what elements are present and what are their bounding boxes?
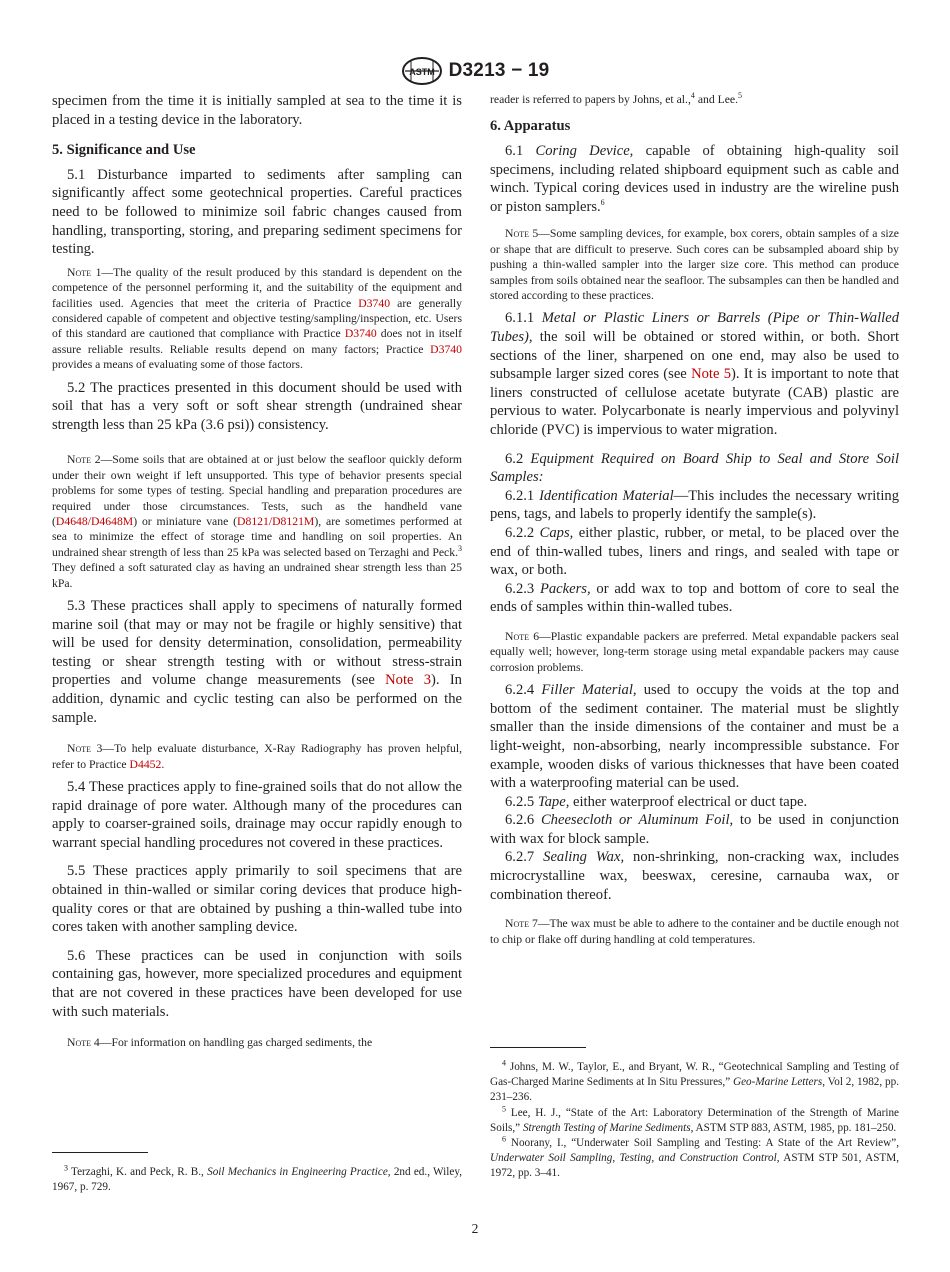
- note-3: Note 3—To help evaluate disturbance, X-Ray Radiography has proven helpful, refer to Practice D4452.: [52, 742, 462, 771]
- intro-paragraph: specimen from the time it is initially sampled at sea to the time it is placed in a testing device in the laboratory.: [52, 93, 462, 128]
- page-number: 2: [471, 1221, 479, 1236]
- section-6-heading: 6. Apparatus: [490, 118, 571, 135]
- paragraph-5-3: 5.3 These practices shall apply to specimens of naturally formed marine soil (that may or may not be fragile or highly sensitive) that will be used for density determination, consolidation, permeability testing or shear strength testing with or without stress-strain properties and volume change measurements (see Note 3). In addition, dynamic and cyclic testing can also be performed on the sample.: [52, 598, 462, 726]
- link-d3740[interactable]: D3740: [358, 296, 391, 310]
- note-label: Note: [505, 227, 529, 241]
- link-d3740[interactable]: D3740: [430, 342, 462, 356]
- paragraph-6-2-7: 6.2.7 Sealing Wax, non-shrinking, non-cracking wax, includes microcrystalline wax, beeswax, ceresine, carnauba wax, or combination thereof.: [490, 849, 899, 903]
- paragraph-5-5: 5.5 These practices apply primarily to soil specimens that are obtained in thin-walled or similar coring devices that produce high-quality cores or that are obtained by pushing a thin-walled tube into cores taken with another sampling device.: [52, 863, 462, 936]
- paragraph-6-2-2: 6.2.2 Caps, either plastic, rubber, or metal, to be placed over the end of thin-walled tubes, liners and rings, and sealed with tape or wax, or both.: [490, 524, 899, 579]
- footnote-divider: [490, 1047, 586, 1048]
- paragraph-6-2-4: 6.2.4 Filler Material, used to occupy the voids at the top and bottom of the sediment container. The material must be slightly smaller than the inside dimensions of the container and must be a light-weight, non-absorbing, nearly incompressible substance. For example, wooden disks of various thicknesses that have been coated with a waterproofing material can be used.: [490, 682, 899, 792]
- link-note-3[interactable]: Note 3: [385, 672, 432, 689]
- paragraph-6-2-6: 6.2.6 Cheesecloth or Aluminum Foil, to be used in conjunction with wax for block sample.: [490, 812, 899, 847]
- note-4: Note 4—For information on handling gas charged sediments, the: [67, 1036, 373, 1050]
- paragraph-6-1: 6.1 Coring Device, capable of obtaining high-quality soil specimens, including related shipboard equipment such as cable and winch. Typical coring devices used in industry are the wireline push or piston samplers.$^6$: [490, 143, 899, 215]
- footnote-ref-4[interactable]: 4: [690, 91, 695, 101]
- note-1: Note 1—The quality of the result produced by this standard is dependent on the competence of the personnel performing it, and the suitability of the equipment and facilities used. Agencies that meet the criteria of Practice D3740 are generally considered capable of competent and objective testing/sampling/inspection, etc. Users of this standard are cautioned that compliance with Practice D3740 does not in itself assure reliable results. Reliable results depend on many factors; Practice D3740 provides a means of evaluating some of those factors.: [52, 265, 462, 372]
- left-column: [52, 92, 462, 1057]
- note-6: Note 6—Plastic expandable packers are preferred. Metal expandable packers seal equally well; however, long-term storage using metal expandable packers may cause corrosion problems.: [490, 629, 899, 674]
- link-d4648[interactable]: D4648/D4648M: [55, 515, 134, 528]
- footnote-3: $^3$ Terzaghi, K. and Peck, R. B., Soil Mechanics in Engineering Practice, 2nd ed., Wiley, 1967, p. 729.: [52, 1163, 462, 1194]
- right-footnotes: [490, 1047, 899, 1182]
- footnote-6: $^6$ Noorany, I., “Underwater Soil Sampling and Testing: A State of the Art Review”, Underwater Soil Sampling, Testing, and Construction Control, ASTM STP 501, ASTM, 1972, pp. 3–41.: [490, 1134, 899, 1180]
- note-label: Note: [505, 629, 529, 643]
- footnote-4: $^4$ Johns, M. W., Taylor, E., and Bryant, W. R., “Geotechnical Sampling and Testing of Gas-Charged Marine Sediments at In Situ Pressures,” Geo-Marine Letters, Vol 2, 1982, pp. 231–236.: [490, 1058, 899, 1104]
- link-d3740[interactable]: D3740: [344, 327, 377, 341]
- note-label: Note: [67, 1036, 91, 1050]
- link-d4452[interactable]: D4452: [129, 757, 162, 771]
- footnote-divider: [52, 1152, 148, 1153]
- paragraph-5-4: 5.4 These practices apply to fine-grained soils that do not allow the rapid drainage of pore water. Although many of the procedures can apply to coarser-grained soils, drainage may occur rapidly enough to warrant special handling procedures not covered in these practices.: [52, 779, 462, 851]
- note-5: Note 5—Some sampling devices, for example, box corers, obtain samples of a size or shape that are difficult to preserve. Such cores can be subsampled aboard ship by pushing a thin-walled sampler into the larger size core. This method can produce samples from soils obtained near the seafloor. The subsamples can then be handled and stored according to these practices.: [490, 227, 899, 302]
- paragraph-6-2-1: 6.2.1 Identification Material—This includes the necessary writing pens, tags, and labels to properly identify the sample(s).: [490, 487, 899, 523]
- note-label: Note: [505, 917, 529, 931]
- note-4-continued: reader is referred to papers by Johns, et al.,$^4$ and Lee.$^5$: [490, 91, 743, 106]
- footnote-ref-3[interactable]: 3: [458, 543, 462, 553]
- paragraph-6-2-3: 6.2.3 Packers, or add wax to top and bottom of core to seal the ends of samples within thin-walled tubes.: [490, 580, 899, 616]
- footnote-5: $^5$ Lee, H. J., “State of the Art: Laboratory Determination of the Strength of Marine Soils,” Strength Testing of Marine Sediments, ASTM STP 883, ASTM, 1985, pp. 181–250.: [490, 1103, 899, 1134]
- paragraph-5-1: 5.1 Disturbance imparted to sediments after sampling can significantly affect some geotechnical properties. Careful practices need to be followed to minimize soil fabric changes caused from handling, transporting, storing, and preparing sediment specimens for testing.: [52, 166, 462, 258]
- paragraph-6-2: 6.2 Equipment Required on Board Ship to Seal and Store Soil Samples:: [490, 450, 899, 486]
- section-5-heading: 5. Significance and Use: [52, 142, 196, 159]
- footnote-ref-6[interactable]: 6: [600, 197, 605, 207]
- paragraph-6-2-5: 6.2.5 Tape, either waterproof electrical or duct tape.: [505, 793, 808, 810]
- paragraph-6-1-1: 6.1.1 Metal or Plastic Liners or Barrels (Pipe or Thin-Walled Tubes), the soil will be obtained or stored within, or both. Short sections of the liner, sharpened on one end, may also be used to subsample larger sized cores (see Note 5). It is important to note that liners constructed of cellulose acetate butyrate (CAB) plastic are pervious to water. Polycarbonate is nearly impervious and polyvinyl chloride (PVC) is impervious to water migration.: [490, 310, 899, 438]
- right-column: [490, 92, 899, 953]
- logo-text: ASTM: [408, 67, 435, 77]
- note-label: Note: [67, 742, 91, 756]
- footnote-ref-5[interactable]: 5: [738, 91, 743, 101]
- left-footnotes: [52, 1152, 462, 1195]
- standard-designation: D3213 − 19: [448, 60, 550, 81]
- astm-logo-icon: [401, 56, 443, 86]
- page-header: [0, 54, 950, 88]
- note-label: Note: [67, 453, 91, 467]
- link-d8121[interactable]: D8121/D8121M: [237, 515, 315, 528]
- link-note-5[interactable]: Note 5: [691, 366, 732, 383]
- paragraph-5-2: 5.2 The practices presented in this document should be used with soil that has a very soft or soft shear strength (undrained shear strength less than 25 kPa (3.6 psi)) consistency.: [52, 379, 462, 433]
- note-2: Note 2—Some soils that are obtained at or just below the seafloor quickly deform under their own weight if left unsupported. This type of behavior presents special problems for some types of testing. Special handling and preparation procedures are required under those circumstances. Tests, such as the handheld vane (D4648/D4648M) or miniature vane (D8121/D8121M), are sometimes performed at sea to minimize the effect of storage time and handling on soil properties. An undrained shear strength of less than 25 kPa was selected based on Terzaghi and Peck.$^3$ They defined a soft saturated clay as having an undrained shear strength less than 25 kPa.: [52, 453, 462, 590]
- paragraph-5-6: 5.6 These practices can be used in conjunction with soils containing gas, however, more specialized procedures and equipment that are not covered in these practices have been developed for use with such materials.: [52, 947, 462, 1020]
- note-7: Note 7—The wax must be able to adhere to the container and be ductile enough not to chip or flake off during handling at cold temperatures.: [490, 917, 899, 946]
- note-label: Note: [67, 265, 91, 279]
